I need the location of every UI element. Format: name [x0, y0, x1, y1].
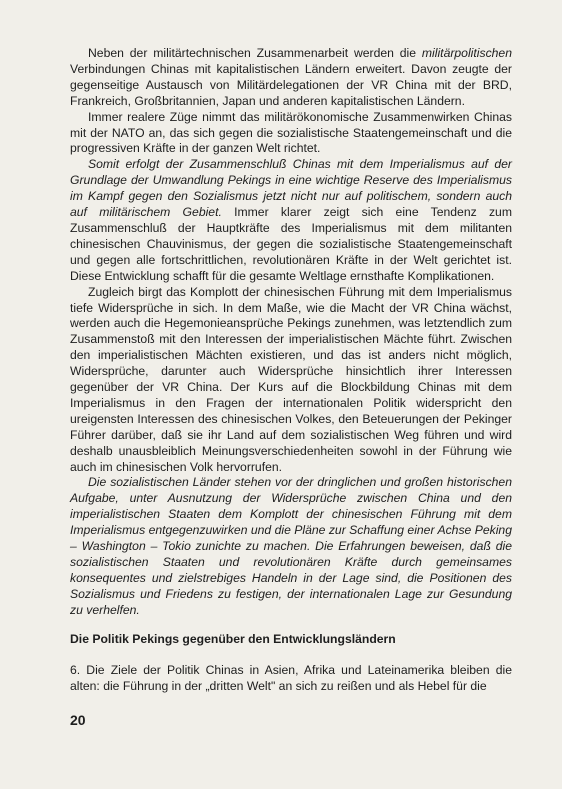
- paragraph-1: [70, 46, 512, 110]
- section-6-paragraph: 6. Die Ziele der Politik Chinas in Asien, Afrika und Lateinamerika bleiben die alten: die Führung in der „dritten Welt" an sich zu reißen und als Hebel für die: [70, 663, 512, 693]
- section-heading: Die Politik Pekings gegenüber den Entwicklungsländern: [70, 632, 396, 646]
- paragraph-4: Zugleich birgt das Komplott der chinesischen Führung mit dem Imperialismus tiefe Widersprüche in sich. In dem Maße, wie die Macht der VR China wächst, werden auch die Hegemonieansprüche Pekings zunehmen, was letztendlich zum Zusammenstoß mit den Interessen der imperialistischen Mächte führt. Zwischen den imperialistischen Mächten existieren, und das ist anders nicht möglich, Widersprüche, darunter auch Widersprüche hinsichtlich ihrer Interessen gegenüber der VR China. Der Kurs auf die Blockbildung Chinas mit dem Imperialismus in den Fragen der internationalen Politik widerspricht den ureigensten Interessen des chinesischen Volkes, den Beteuerungen der Pekinger Führer darüber, daß sie ihr Land auf dem sozialistischen Weg führen und wird deshalb unausbleiblich Meinungsverschiedenheiten sowohl in der Führung wie auch im chinesischen Volk hervorrufen.: [70, 284, 512, 474]
- body-text: [70, 46, 512, 619]
- p3-text-italic: Somit erfolgt der Zusammenschluß Chinas mit dem Imperialismus auf der Grundlage der Umwandlung Pekings in eine wichtige Reserve des Imperialismus im Kampf gegen den Sozialismus jetzt nicht nur auf politischem, sondern auch auf militärischem Gebiet.: [70, 157, 512, 220]
- paragraph-5: Die sozialistischen Länder stehen vor der dringlichen und großen historischen Aufgabe, unter Ausnutzung der Widersprüche zwischen China und den imperialistischen Staaten dem Komplott der chinesischen Führung mit dem Imperialismus entgegenzuwirken und die Pläne zur Schaffung einer Achse Peking – Washington – Tokio zunichte zu machen. Die Erfahrungen beweisen, daß die sozialistischen Staaten und revolutionären Kräfte durch gemeinsames konsequentes und zielstrebiges Handeln in der Lage sind, die Positionen des Sozialismus und Friedens zu festigen, der internationalen Lage zur Gesundung zu verhelfen.: [70, 475, 512, 617]
- p1-text-c: Verbindungen Chinas mit kapitalistischen Ländern erweitert. Davon zeugte der gegenseitige Austausch von Militärdelegationen der VR China mit der BRD, Frankreich, Großbritannien, Japan und anderen kapitalistischen Ländern.: [70, 61, 512, 108]
- p3-text-b: Immer klarer zeigt sich eine Tendenz zum Zusammenschluß der Hauptkräfte des Imperialismus mit dem militanten chinesischen Chauvinismus, der gegen die sozialistische Staatengemeinschaft und gegen alle fortschrittlichen, revolutionären Kräfte in der Welt gerichtet ist. Diese Entwicklung schafft für die gesamte Weltlage ernsthafte Komplikationen.: [70, 205, 512, 283]
- page-number: 20: [70, 712, 86, 728]
- paragraph-2: Immer realere Züge nimmt das militärökonomische Zusammenwirken Chinas mit der NATO an, das sich gegen die sozialistische Staatengemeinschaft und die progressiven Kräfte in der ganzen Welt richtet.: [70, 109, 512, 156]
- p1-text-a: Neben der militärtechnischen Zusammenarbeit werden die: [88, 46, 422, 60]
- paragraph-3: [70, 157, 512, 284]
- p1-text-italic: militärpolitischen: [421, 46, 512, 60]
